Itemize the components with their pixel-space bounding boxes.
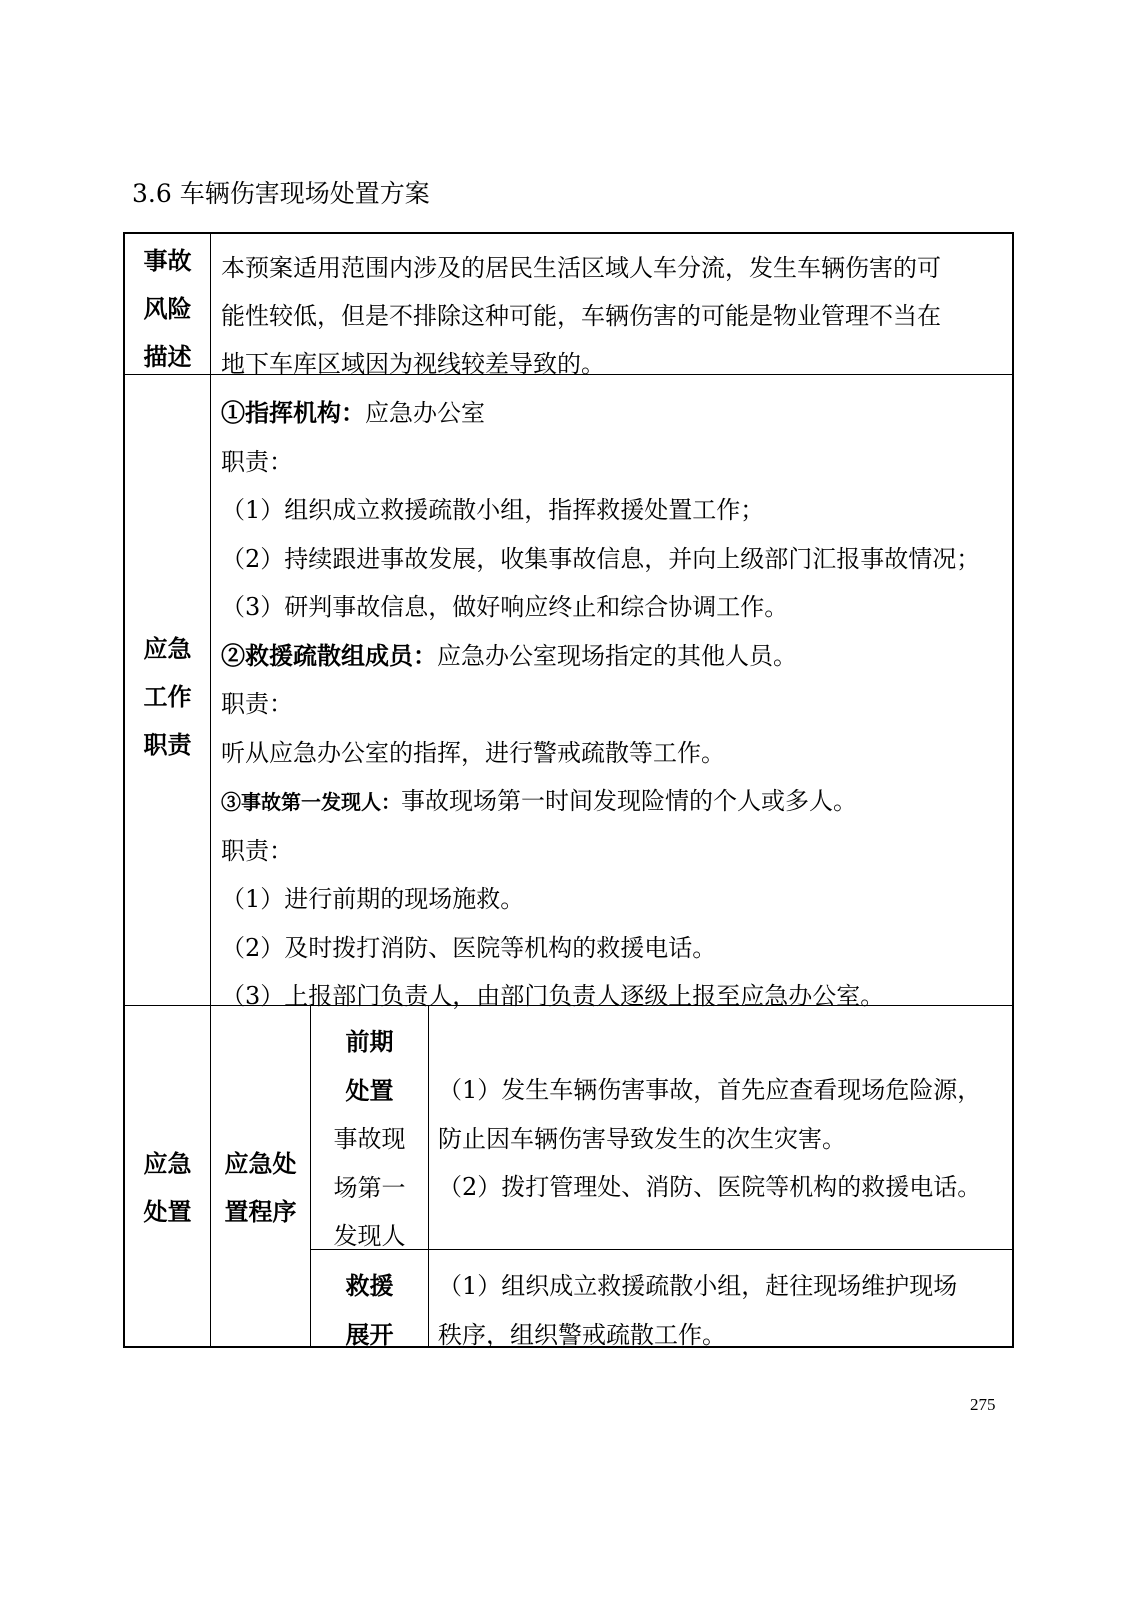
stage-title: 处置 (345, 1075, 394, 1105)
col-divider (428, 1005, 429, 1346)
label-line: 处置 (143, 1197, 192, 1226)
stage-actor: 发现人 (333, 1222, 406, 1250)
duty-label-text: 职责： (221, 690, 293, 718)
command-item: （2）持续跟进事故发展，收集事故信息，并向上级部门汇报事故情况； (221, 544, 981, 573)
duty-label-text: 职责： (221, 836, 293, 865)
text-line: 地下车库区域因为视线较差导致的。 (221, 350, 605, 378)
emergency-plan-table (123, 232, 1014, 1348)
rescue-body: 应急办公室现场指定的其他人员。 (437, 641, 797, 670)
stage1-header (311, 1018, 428, 1261)
finder-head: ③事故第一发现人： (221, 790, 401, 814)
rescue-item: 听从应急办公室的指挥，进行警戒疏散等工作。 (221, 738, 725, 767)
stage-title: 救援 (345, 1271, 394, 1300)
rescue-head: ②救援疏散组成员： (221, 640, 437, 670)
finder-item: （2）及时拨打消防、医院等机构的救援电话。 (221, 933, 717, 962)
duty-label (125, 632, 210, 762)
finder-heading (221, 777, 980, 827)
procedure-label (211, 1140, 310, 1236)
disposal-label (125, 1140, 210, 1236)
duty-label-text: 职责： (221, 447, 293, 476)
text-line: （1）组织成立救援疏散小组，赶往现场维护现场 (438, 1272, 958, 1300)
command-body: 应急办公室 (365, 399, 485, 427)
text-line: 秩序，组织警戒疏散工作。 (438, 1320, 726, 1349)
risk-label (125, 244, 210, 374)
stage-actor: 事故现 (333, 1125, 406, 1153)
command-head: ①指挥机构： (221, 398, 365, 427)
stage2-header (311, 1262, 428, 1359)
text-line: 能性较低，但是不排除这种可能，车辆伤害的可能是物业管理不当在 (221, 302, 941, 330)
stage-actor: 场第一 (333, 1173, 406, 1202)
label-line: 描述 (143, 342, 192, 371)
command-item: （1）组织成立救援疏散小组，指挥救援处置工作； (221, 496, 765, 524)
label-line: 应急处 (224, 1149, 297, 1178)
stage-title: 展开 (345, 1319, 394, 1349)
text-line: （1）发生车辆伤害事故，首先应查看现场危险源， (438, 1076, 982, 1104)
label-line: 风险 (143, 294, 192, 323)
label-line: 置程序 (224, 1197, 297, 1226)
label-line: 应急 (143, 1149, 192, 1178)
stage1-content (438, 1066, 981, 1212)
label-line: 事故 (143, 246, 192, 275)
stage-title: 前期 (345, 1027, 394, 1056)
duty-content (221, 389, 980, 1021)
rescue-heading (221, 632, 980, 681)
text-line: 本预案适用范围内涉及的居民生活区域人车分流，发生车辆伤害的可 (221, 254, 941, 282)
section-title: 3.6 车辆伤害现场处置方案 (132, 179, 430, 208)
finder-body: 事故现场第一时间发现险情的个人或多人。 (401, 787, 857, 815)
command-heading (221, 389, 980, 438)
finder-item: （1）进行前期的现场施救。 (221, 885, 525, 913)
label-line: 职责 (143, 730, 192, 759)
risk-description (221, 244, 941, 388)
page-number: 275 (970, 1395, 996, 1414)
text-line: （2）拨打管理处、消防、医院等机构的救援电话。 (438, 1173, 982, 1201)
command-item: （3）研判事故信息，做好响应终止和综合协调工作。 (221, 593, 789, 621)
stage2-content (438, 1262, 957, 1359)
label-line: 应急 (143, 634, 192, 663)
finder-item: （3）上报部门负责人，由部门负责人逐级上报至应急办公室。 (221, 982, 885, 1010)
text-line: 防止因车辆伤害导致发生的次生灾害。 (438, 1124, 846, 1153)
label-line: 工作 (143, 682, 192, 711)
